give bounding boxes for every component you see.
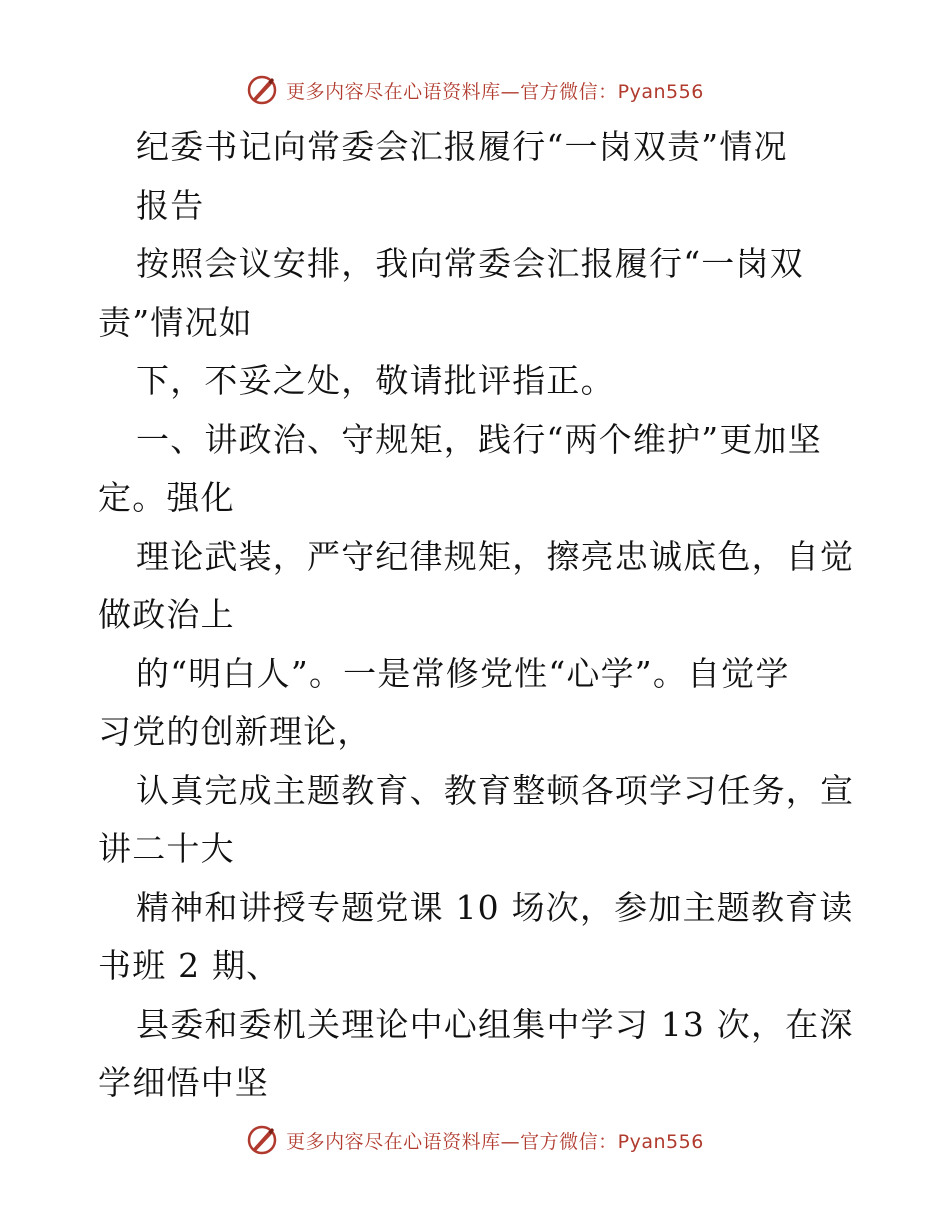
text-line: 做政治上: [98, 595, 235, 634]
text-line: 下，不妥之处，敬请批评指正。: [136, 361, 615, 400]
text-line: 责”情况如: [98, 302, 253, 342]
text-line: 认真完成主题教育、教育整顿各项学习任务，宣: [136, 770, 855, 810]
footer-watermark: [0, 1120, 950, 1160]
text-line: 报告: [136, 185, 205, 225]
header-watermark: [0, 70, 950, 110]
watermark-text: 更多内容尽在心语资料库—官方微信：Pyan556: [286, 80, 704, 103]
text-line: 的“明白人”。一是常修党性“心学”。自觉学: [136, 653, 790, 693]
text-line: 理论武装，严守纪律规矩，擦亮忠诚底色，自觉: [136, 536, 855, 576]
text-line: 学细悟中坚: [98, 1063, 269, 1102]
text-line: 定。强化: [98, 478, 235, 517]
pen-logo-icon: [246, 74, 278, 106]
text-line: 书班 2 期、: [98, 946, 281, 985]
text-line: 讲二十大: [98, 829, 235, 868]
text-line: 精神和讲授专题党课 10 场次，参加主题教育读: [136, 887, 854, 927]
text-line: 按照会议安排，我向常委会汇报履行“一岗双: [136, 244, 804, 283]
text-line: 县委和委机关理论中心组集中学习 13 次，在深: [136, 1004, 854, 1044]
text-line: 习党的创新理论，: [98, 712, 372, 751]
watermark-text: 更多内容尽在心语资料库—官方微信：Pyan556: [286, 1130, 704, 1153]
pen-logo-icon: [246, 1124, 278, 1156]
text-line: 一、讲政治、守规矩，践行“两个维护”更加坚: [136, 419, 822, 459]
text-line: 纪委书记向常委会汇报履行“一岗双责”情况: [136, 127, 788, 166]
document-body: [98, 118, 858, 1113]
